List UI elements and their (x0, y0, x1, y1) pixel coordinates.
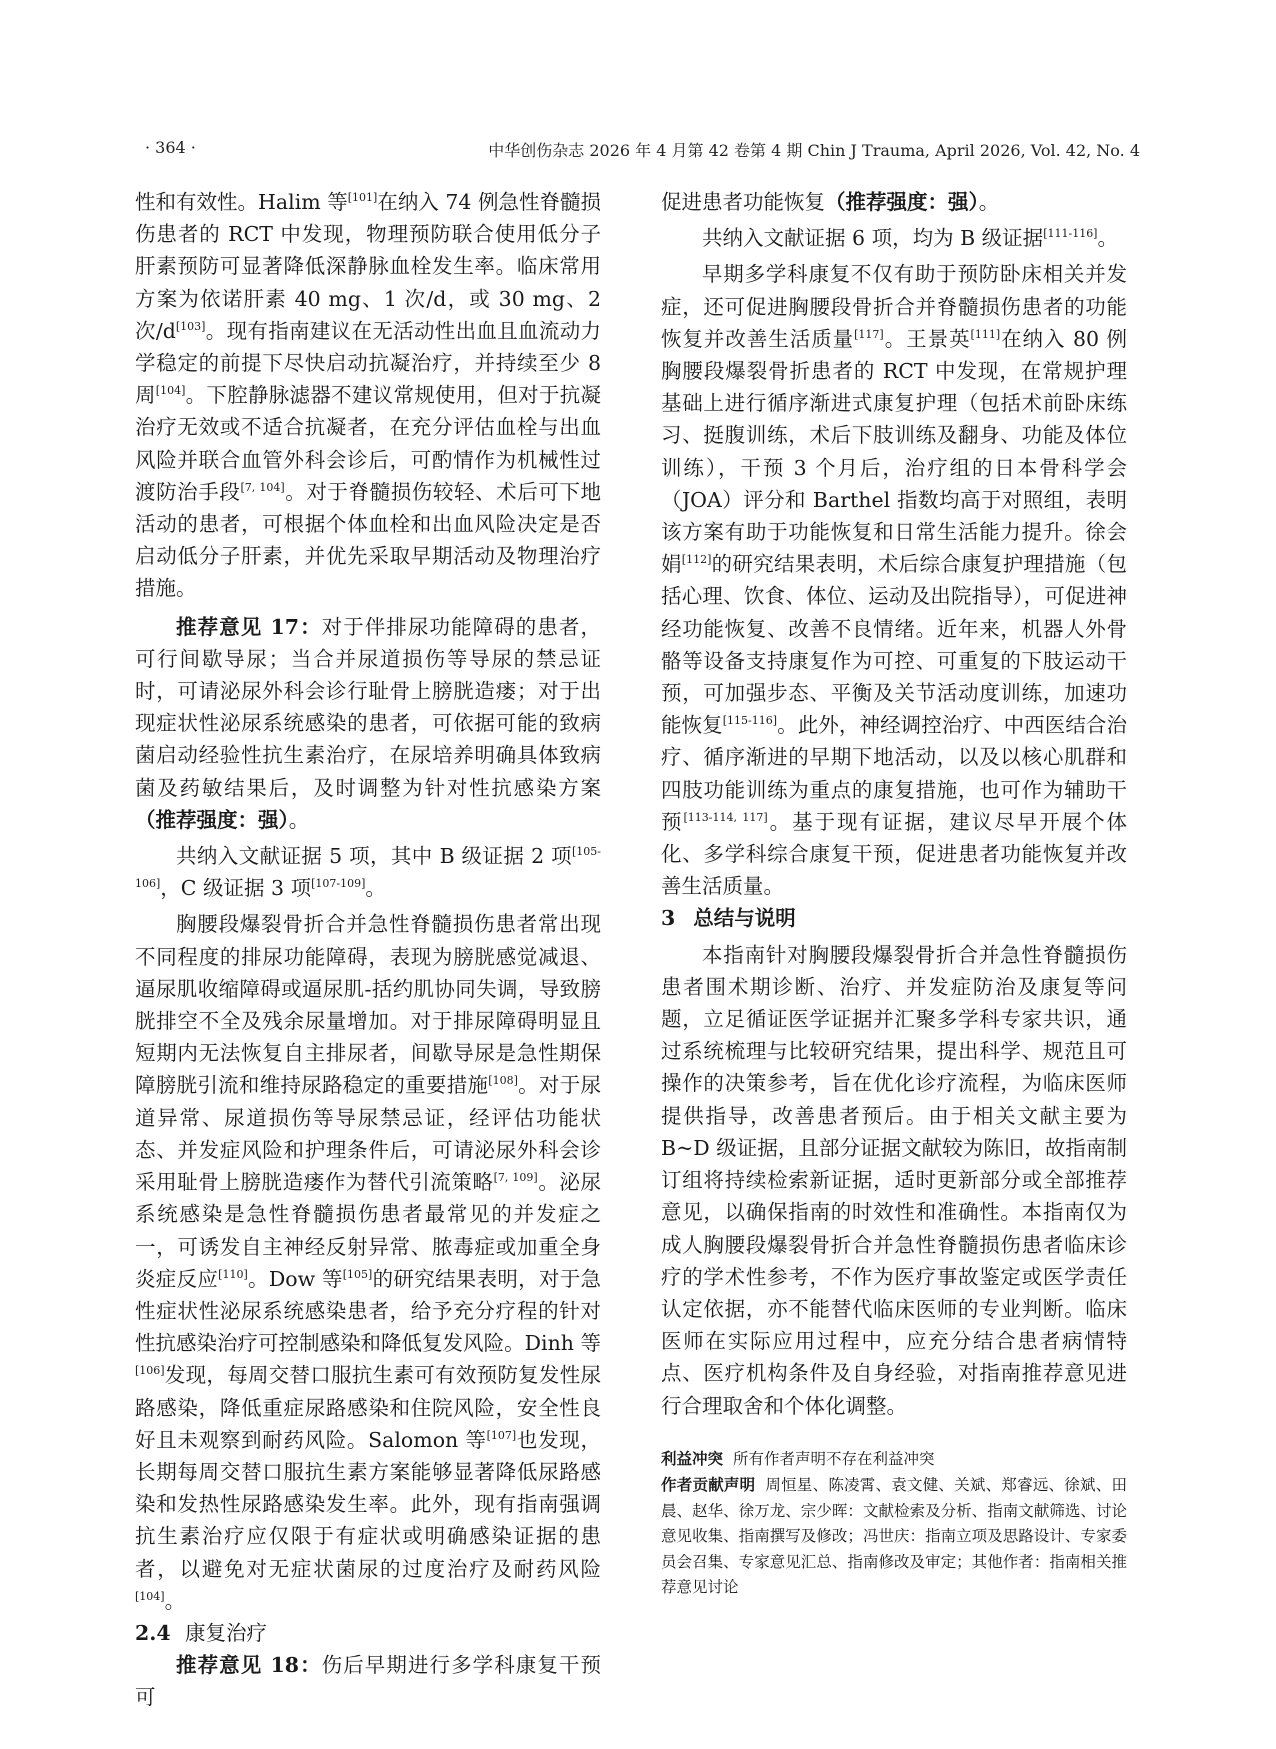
page-number: · 364 · (145, 138, 196, 157)
left-column (135, 186, 601, 1714)
running-header (135, 138, 1140, 162)
evidence-18: 共纳入文献证据 6 项，均为 B 级证据[111-116]。 (702, 226, 1118, 251)
citation: [113-114, 117] (683, 810, 768, 824)
section-heading-2-4 (135, 1617, 601, 1649)
coi-label: 利益冲突 (661, 1448, 724, 1468)
citation: [117] (854, 327, 884, 341)
citation: [107-109] (311, 877, 366, 891)
citation: [105] (342, 1267, 373, 1281)
paragraph-rehabilitation: 早期多学科康复不仅有助于预防卧床相关并发症，还可促进胸腰段骨折合并脊髓损伤患者的功能恢复并改善生活质量[117]。王景英[111]在纳入 80 例胸腰段爆裂骨折患者的 RCT 中发现，在常规护理基础上进行循序渐进式康复护理（包括术前卧床练习、挺腹训练，术后下肢训练及翻身、功能及体位训练），干预 3 个月后，治疗组的日本骨科学会（JOA）评分和 Barthel 指数均高于对照组，表明该方案有助于功能恢复和日常生活能力提升。徐会娟[112]的研究结果表明，术后综合康复护理措施（包括心理、饮食、体位、运动及出院指导），可促进神经功能恢复、改善不良情绪。近年来，机器人外骨骼等设备支持康复作为可控、可重复的下肢运动干预，可加强步态、平衡及关节活动度训练，加速功能恢复[115-116]。此外，神经调控治疗、中西医结合治疗、循序渐进的早期下地活动，以及以核心肌群和四肢功能训练为重点的康复措施，也可作为辅助干预[113-114, 117]。基于现有证据，建议尽早开展个体化、多学科综合康复干预，促进患者功能恢复并改善生活质量。 (661, 262, 1128, 899)
section-title: 康复治疗 (184, 1620, 267, 1645)
recommendation-18-continued: 促进患者功能恢复（推荐强度：强）。 (661, 190, 1000, 214)
recommendation-17: 推荐意见 17：对于伴排尿功能障碍的患者，可行间歇导尿；当合并尿道损伤等导尿的禁忌证时，可请泌尿外科会诊行耻骨上膀胱造瘘；对于出现症状性泌尿系统感染的患者，可依据可能的致病菌启动经验性抗生素治疗，在尿培养明确具体致病菌及药敏结果后，及时调整为针对性抗感染方案（推荐强度：强）。 (135, 614, 601, 832)
author-contributions: 作者贡献声明 周恒星、陈凌霄、袁文健、关斌、郑睿远、徐斌、田晨、赵华、徐万龙、宗少晖：文献检索及分析、指南文献筛选、讨论意见收集、指南撰写及修改；冯世庆：指南立项及思路设计、专家委员会召集、专家意见汇总、指南修改及审定；其他作者：指南相关推荐意见讨论 (661, 1475, 1127, 1597)
section-title: 总结与说明 (693, 906, 796, 931)
paragraph-thrombosis: 性和有效性。Halim 等[101]在纳入 74 例急性脊髓损伤患者的 RCT 中发现，物理预防联合使用低分子肝素预防可显著降低深静脉血栓发生率。临床常用方案为依诺肝素 40 mg、1 次/d，或 30 mg、2 次/d[103]。现有指南建议在无活动性出血且血流动力学稳定的前提下尽快启动抗凝治疗，并持续至少 8 周[104]。下腔静脉滤器不建议常规使用，但对于抗凝治疗无效或不适合抗凝者，在充分评估血栓与出血风险并联合血管外科会诊后，可酌情作为机械性过渡防治手段[7, 104]。对于脊髓损伤较轻、术后可下地活动的患者，可根据个体血栓和出血风险决定是否启动低分子肝素，并优先采取早期活动及物理治疗措施。 (135, 190, 602, 601)
recommendation-strength: （推荐强度：强） (135, 807, 289, 832)
citation: [108] (488, 1074, 518, 1088)
citation: [115-116] (722, 714, 778, 728)
citation: [111-116] (1043, 227, 1098, 241)
section-number: 2.4 (135, 1620, 171, 1645)
journal-citation: 中华创伤杂志 2026 年 4 月第 42 卷第 4 期 Chin J Trauma, April 2026, Vol. 42, No. 4 (488, 141, 1140, 160)
citation: [104] (155, 384, 186, 398)
citation: [106] (135, 1364, 165, 1378)
evidence-17: 共纳入文献证据 5 项，其中 B 级证据 2 项[105-106]，C 级证据 3 项[107-109]。 (135, 844, 601, 901)
paragraph-summary: 本指南针对胸腰段爆裂骨折合并急性脊髓损伤患者围术期诊断、治疗、并发症防治及康复等问题，立足循证医学证据并汇聚多学科专家共识，通过系统梳理与比较研究结果，提出科学、规范且可操作的决策参考，旨在优化诊疗流程，为临床医师提供指导，改善患者预后。由于相关文献主要为 B~D 级证据，且部分证据文献较为陈旧，故指南制订组将持续检索新证据，适时更新部分或全部推荐意见，以确保指南的时效性和准确性。本指南仅为成人胸腰段爆裂骨折合并急性脊髓损伤患者临床诊疗的学术性参考，不作为医疗事故鉴定或医学责任认定依据，亦不能替代临床医师的专业判断。临床医师在实际应用过程中，应充分结合患者病情特点、医疗机构条件及自身经验，对指南推荐意见进行合理取舍和个体化调整。 (661, 942, 1127, 1418)
citation: [112] (681, 553, 712, 567)
section-heading-3 (661, 902, 1127, 934)
right-column (661, 186, 1127, 1601)
citation: [7, 109] (493, 1171, 538, 1185)
citation: [7, 104] (240, 480, 285, 494)
recommendation-strength: （推荐强度：强） (825, 190, 979, 214)
section-number: 3 (661, 906, 676, 931)
recommendation-18: 推荐意见 18：伤后早期进行多学科康复干预可 (135, 1653, 601, 1710)
paragraph-urinary: 胸腰段爆裂骨折合并急性脊髓损伤患者常出现不同程度的排尿功能障碍，表现为膀胱感觉减退、逼尿肌收缩障碍或逼尿肌-括约肌协同失调，导致膀胱排空不全及残余尿量增加。对于排尿障碍明显且短期内无法恢复自主排尿者，间歇导尿是急性期保障膀胱引流和维持尿路稳定的重要措施[108]。对于尿道异常、尿道损伤等导尿禁忌证，经评估功能状态、并发症风险和护理条件后，可请泌尿外科会诊采用耻骨上膀胱造瘘作为替代引流策略[7, 109]。泌尿系统感染是急性脊髓损伤患者最常见的并发症之一，可诱发自主神经反射异常、脓毒症或加重全身炎症反应[110]。Dow 等[105]的研究结果表明，对于急性症状性泌尿系统感染患者，给予充分疗程的针对性抗感染治疗可控制感染和降低复发风险。Dinh 等[106]发现，每周交替口服抗生素可有效预防复发性尿路感染，降低重症尿路感染和住院风险，安全性良好且未观察到耐药风险。Salomon 等[107]也发现，长期每周交替口服抗生素方案能够显著降低尿路感染和发热性尿路感染发生率。此外，现有指南强调抗生素治疗应仅限于有症状或明确感染证据的患者，以避免对无症状菌尿的过度治疗及耐药风险[104]。 (135, 912, 602, 1613)
citation: [103] (175, 319, 206, 333)
conflict-of-interest: 利益冲突 所有作者声明不存在利益冲突 (661, 1448, 935, 1468)
contrib-label: 作者贡献声明 (661, 1475, 756, 1495)
citation: [107] (486, 1428, 517, 1442)
citation: [104] (135, 1589, 165, 1603)
citation: [111] (970, 327, 1001, 341)
citation: [105-106] (135, 845, 601, 891)
citation: [101] (347, 191, 378, 204)
citation: [110] (218, 1267, 248, 1281)
recommendation-label: 推荐意见 17： (176, 614, 322, 639)
declarations (661, 1446, 1127, 1601)
recommendation-label: 推荐意见 18： (176, 1653, 322, 1678)
